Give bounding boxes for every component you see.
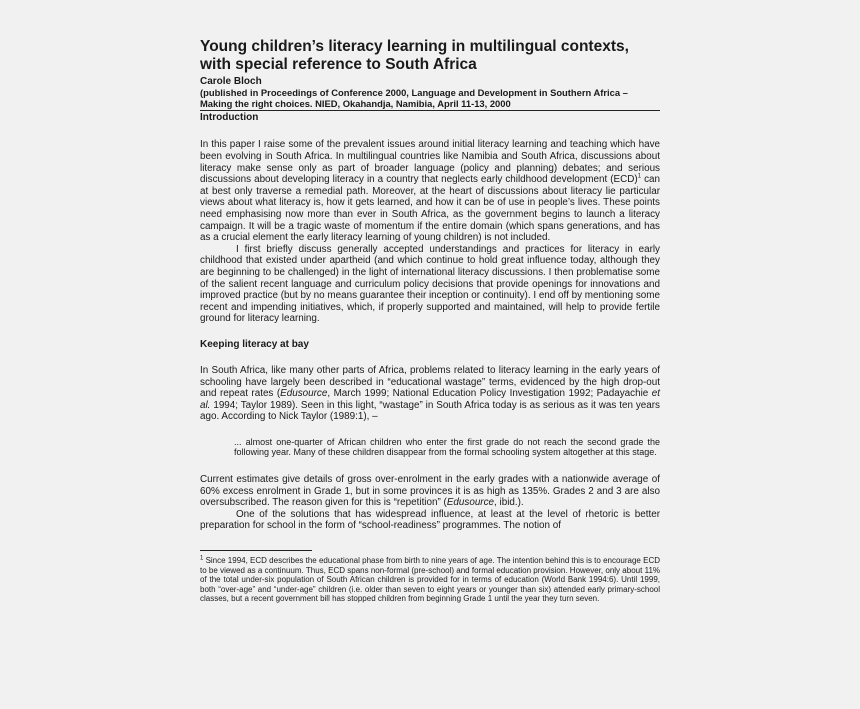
paragraph-1 [200,139,660,243]
paragraph-1-part-a: In this paper I raise some of the prevalent issues around initial literacy learning and teaching which have been evolving in South Africa. In multilingual countries like Namibia and South Africa, discussions about literacy make sense only as part of broader language (policy and planning) debates; and serious discussions about developing literacy in a country that neglects early childhood development (ECD) [200,139,660,186]
header-rule [200,110,660,111]
citation-edusource: Edusource [280,388,328,400]
author-name: Carole Bloch [200,76,262,87]
footnote-rule [200,550,312,551]
paragraph-5: One of the solutions that has widespread influence, at least at the level of rhetoric is better preparation for school in the form of “school-readiness” programmes. The notion of [200,508,660,532]
paragraph-4 [200,474,660,509]
citation-et-al: et al. [200,388,661,411]
paragraph-2: I first briefly discuss generally accepted understandings and practices for literacy in early childhood that existed under apartheid (and which continue to hold great influence today, although they are beginning to be challenged) in the light of international literacy discussions. I then problematise some of the salient recent language and curriculum policy decisions that provide openings for innovations and improved practice (but by no means guarantee their inception or continuity). I end off by mentioning some recent and impending initiatives, which, if properly supported and maintained, will help to provide fertile ground for literacy learning. [200,243,660,325]
document-page [200,38,660,604]
paragraph-3-part-c: 1994; Taylor 1989). Seen in this light, “wastage” in South Africa today is as serious as it was ten years ago. According to Nick Taylor (1989:1), – [200,399,660,423]
footnote-ref: 1 [637,173,642,180]
paragraph-4-part-b: , ibid.). [494,497,524,509]
footnote-number: 1 [200,555,204,562]
section-heading-introduction: Introduction [200,112,259,124]
block-quote: ... almost one-quarter of African children who enter the first grade do not reach the second grade the following year. Many of these children disappear from the formal schooling system altogether at this stage. [234,436,660,458]
paper-title: Young children’s literacy learning in multilingual contexts, with special reference to South Africa [200,38,629,73]
section-heading-keeping-literacy: Keeping literacy at bay [200,338,309,350]
footnote [200,556,660,604]
footnote-text: Since 1994, ECD describes the educational phase from birth to nine years of age. The intention behind this is to encourage ECD to be viewed as a continuum. Thus, ECD spans non-formal (pre-school) and formal education provision. However, only about 11% of the total under-six population of South African children is provided for in terms of education (World Bank 1994:6). Until 1999, both “over-age” and “under-age” children (i.e. older than seven to eight years or younger than six) attended early primary-school classes, but a recent government bill has stopped children from beginning Grade 1 until the year they turn seven. [200,556,660,604]
paragraph-4-part-a: Current estimates give details of gross over-enrolment in the early grades with a nationwide average of 60% excess enrolment in Grade 1, but in some provinces it is as high as 135%. Grades 2 and 3 are also oversubscribed. The reason given for this is “repetition” ( [200,474,660,509]
paragraph-3-part-b: , March 1999; National Education Policy Investigation 1992; Padayachie [327,388,652,400]
paragraph-3 [200,365,660,423]
publication-info: (published in Proceedings of Conference 2000, Language and Development in Southern Africa – Making the right choices. NIED, Okahandja, Namibia, April 11-13, 2000 [200,87,628,110]
citation-edusource-2: Edusource [446,497,495,509]
paragraph-3-part-a: In South Africa, like many other parts of Africa, problems related to literacy learning in the early years of schooling have largely been described in “educational wastage” terms, evidenced by the high drop-out and repeat rates ( [200,364,660,400]
paragraph-1-part-b: can at best only traverse a remedial path. Moreover, at the heart of discussions about literacy lie particular views about what literacy is, how it gets learned, and how it can be of use in people’s lives. These points need emphasising now more than ever in South Africa, as the government begins to launch a literacy campaign. It will be a tragic waste of momentum if the entire domain (which spans generations, and has as a crucial element the early literacy learning of young children) is not included. [200,174,660,244]
